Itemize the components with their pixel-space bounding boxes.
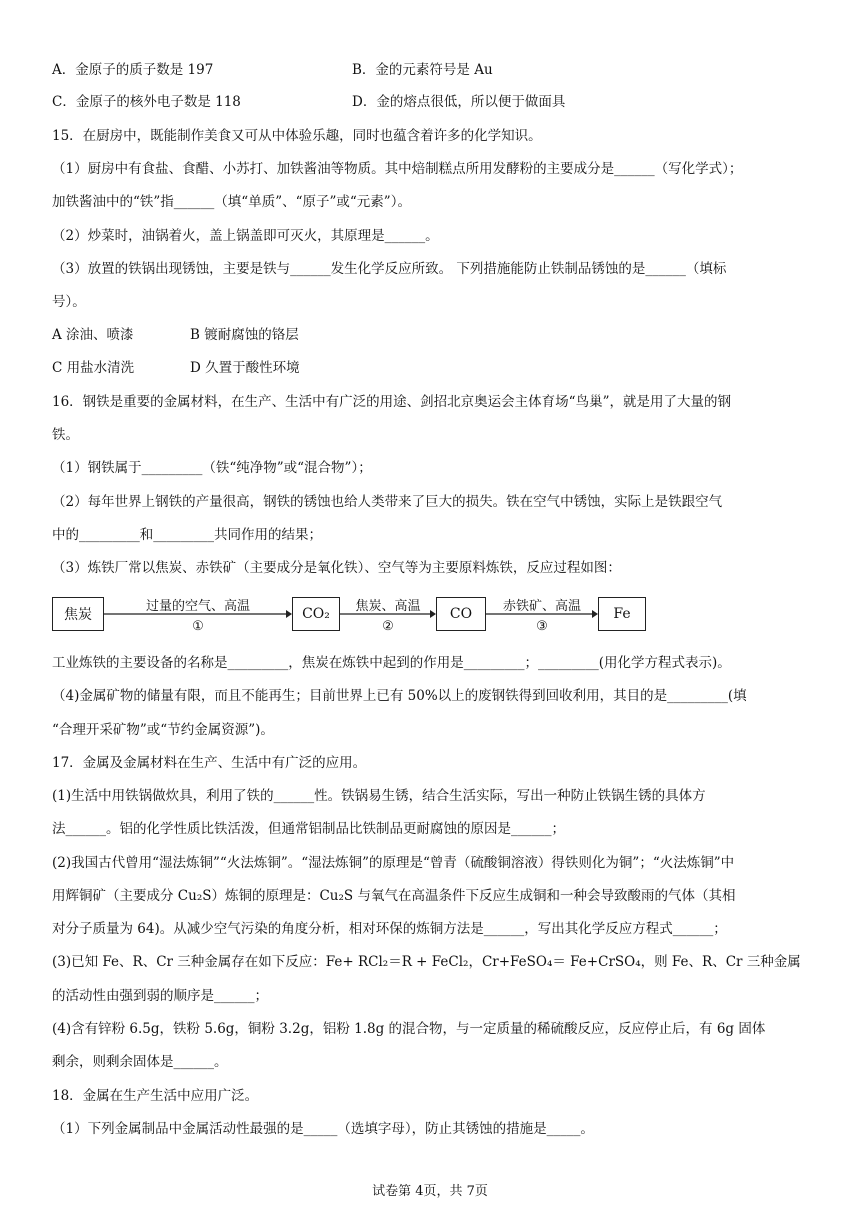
line-text: 17．金属及金属材料在生产、生活中有广泛的应用。 bbox=[52, 755, 367, 771]
line-text: (4)含有锌粉 6.5g，铁粉 5.6g，铜粉 3.2g，铝粉 1.8g 的混合物，与一定质量的稀硫酸反应，反应停止后，有 6g 固体 bbox=[52, 1021, 766, 1037]
text-line bbox=[52, 192, 411, 212]
option-right: B 镀耐腐蚀的铬层 bbox=[190, 327, 299, 343]
text-line bbox=[52, 525, 322, 545]
option-left: A．金原子的质子数是 197 bbox=[52, 62, 214, 78]
text-line bbox=[52, 686, 747, 706]
text-line bbox=[52, 60, 493, 80]
flow-box-fe: Fe bbox=[598, 597, 646, 631]
line-text: （3）放置的铁锅出现锈蚀，主要是铁与______发生化学反应所致。 下列措施能防止铁制品锈蚀的是______（填标 bbox=[52, 261, 727, 277]
flow-arrow-2-label: 焦炭、高温 bbox=[355, 599, 421, 614]
text-line bbox=[52, 92, 566, 112]
line-text: (3)已知 Fe、R、Cr 三种金属存在如下反应：Fe+ RCl₂＝R + FeCl₂，Cr+FeSO₄＝ Fe+CrSO₄，则 Fe、R、Cr 三种金属 bbox=[52, 954, 801, 970]
option-right: B．金的元素符号是 Au bbox=[352, 62, 493, 78]
line-text: 号）。 bbox=[52, 294, 86, 310]
text-line bbox=[52, 126, 542, 146]
text-line bbox=[52, 753, 366, 773]
flow-box-coke: 焦炭 bbox=[52, 597, 104, 631]
flow-box-co2: CO₂ bbox=[292, 597, 340, 631]
text-line bbox=[52, 392, 731, 412]
text-line bbox=[52, 952, 801, 972]
line-text: 加铁酱油中的“铁”指______（填“单质”、“原子”或“元素”）。 bbox=[52, 194, 411, 210]
text-line bbox=[52, 986, 268, 1006]
text-line bbox=[52, 159, 742, 179]
line-text: （2）每年世界上钢铁的产量很高，钢铁的锈蚀也给人类带来了巨大的损失。铁在空气中锈蚀，实际上是铁跟空气 bbox=[52, 494, 723, 510]
option-left: C 用盐水清洗 bbox=[52, 360, 135, 376]
text-line bbox=[52, 819, 565, 839]
line-text: 工业炼铁的主要设备的名称是_________，焦炭在炼铁中起到的作用是_________；_________(用化学方程式表示)。 bbox=[52, 655, 731, 671]
text-line bbox=[52, 492, 722, 512]
text-line bbox=[52, 1052, 228, 1072]
ironmaking-flow-diagram bbox=[52, 597, 631, 645]
line-text: (2)我国古代曾用“湿法炼铜”“火法炼铜”。“湿法炼铜”的原理是“曾青（硫酸铜溶液）得铁则化为铜”；“火法炼铜”中 bbox=[52, 855, 735, 871]
flow-box-co: CO bbox=[436, 597, 486, 631]
text-line bbox=[52, 720, 274, 740]
text-line bbox=[52, 325, 299, 345]
line-text: 剩余，则剩余固体是______。 bbox=[52, 1054, 228, 1070]
line-text: 16．钢铁是重要的金属材料，在生产、生活中有广泛的用途、剑招北京奥运会主体育场“鸟巢”，就是用了大量的钢 bbox=[52, 394, 731, 410]
text-line bbox=[52, 1019, 765, 1039]
flow-arrow-3-number: ③ bbox=[536, 619, 548, 634]
text-line bbox=[52, 653, 731, 673]
text-line bbox=[52, 1119, 594, 1139]
line-text: （1）下列金属制品中金属活动性最强的是_____（选填字母），防止其锈蚀的措施是_____。 bbox=[52, 1121, 594, 1137]
line-text: 15．在厨房中，既能制作美食又可从中体验乐趣，同时也蕴含着许多的化学知识。 bbox=[52, 128, 542, 144]
line-text: 铁。 bbox=[52, 427, 79, 443]
text-line bbox=[52, 786, 706, 806]
line-text: 对分子质量为 64)。从减少空气污染的角度分析，相对环保的炼铜方法是______，写出其化学反应方程式______； bbox=[52, 921, 727, 937]
line-text: 的活动性由强到弱的顺序是______； bbox=[52, 988, 268, 1004]
line-text: （4)金属矿物的储量有限，而且不能再生；目前世界上已有 50%以上的废钢铁得到回收利用，其目的是_________(填 bbox=[52, 688, 747, 704]
option-left: C．金原子的核外电子数是 118 bbox=[52, 94, 241, 110]
option-right: D 久置于酸性环境 bbox=[190, 360, 300, 376]
line-text: （2）炒菜时，油锅着火，盖上锅盖即可灭火，其原理是______。 bbox=[52, 228, 439, 244]
line-text: 18．金属在生产生活中应用广泛。 bbox=[52, 1088, 259, 1104]
line-text: （1）钢铁属于_________（铁“纯净物”或“混合物”）； bbox=[52, 460, 372, 476]
text-line bbox=[52, 458, 372, 478]
line-text: 用辉铜矿（主要成分 Cu₂S）炼铜的原理是：Cu₂S 与氧气在高温条件下反应生成铜和一种会导致酸雨的气体（其相 bbox=[52, 888, 736, 904]
flow-arrow-3-label: 赤铁矿、高温 bbox=[502, 599, 581, 614]
line-text: （1）厨房中有食盐、食醋、小苏打、加铁酱油等物质。其中焙制糕点所用发酵粉的主要成分是______（写化学式）； bbox=[52, 161, 743, 177]
option-left: A 涂油、喷漆 bbox=[52, 327, 134, 343]
text-line bbox=[52, 425, 79, 445]
line-text: (1)生活中用铁锅做炊具，利用了铁的______性。铁锅易生锈，结合生活实际，写出一种防止铁锅生锈的具体方 bbox=[52, 788, 706, 804]
text-line bbox=[52, 919, 727, 939]
text-line bbox=[52, 853, 734, 873]
option-right: D．金的熔点很低，所以便于做面具 bbox=[352, 94, 566, 110]
text-line bbox=[52, 886, 735, 906]
flow-arrow-1-label: 过量的空气、高温 bbox=[145, 599, 250, 614]
flow-arrow-2-number: ② bbox=[382, 619, 394, 634]
text-line bbox=[52, 292, 86, 312]
line-text: “合理开采矿物”或“节约金属资源”)。 bbox=[52, 722, 274, 738]
flow-arrow-1-number: ① bbox=[192, 619, 204, 634]
line-text: （3）炼铁厂常以焦炭、赤铁矿（主要成分是氧化铁）、空气等为主要原料炼铁，反应过程如图： bbox=[52, 560, 621, 576]
text-line bbox=[52, 358, 300, 378]
text-line bbox=[52, 226, 439, 246]
page-footer: 试卷第 4页，共 7页 bbox=[372, 1184, 488, 1199]
line-text: 中的_________和_________共同作用的结果； bbox=[52, 527, 322, 543]
text-line bbox=[52, 1086, 258, 1106]
text-line bbox=[52, 558, 621, 578]
text-line bbox=[52, 259, 726, 279]
line-text: 法______。铝的化学性质比铁活泼，但通常铝制品比铁制品更耐腐蚀的原因是______； bbox=[52, 821, 565, 837]
